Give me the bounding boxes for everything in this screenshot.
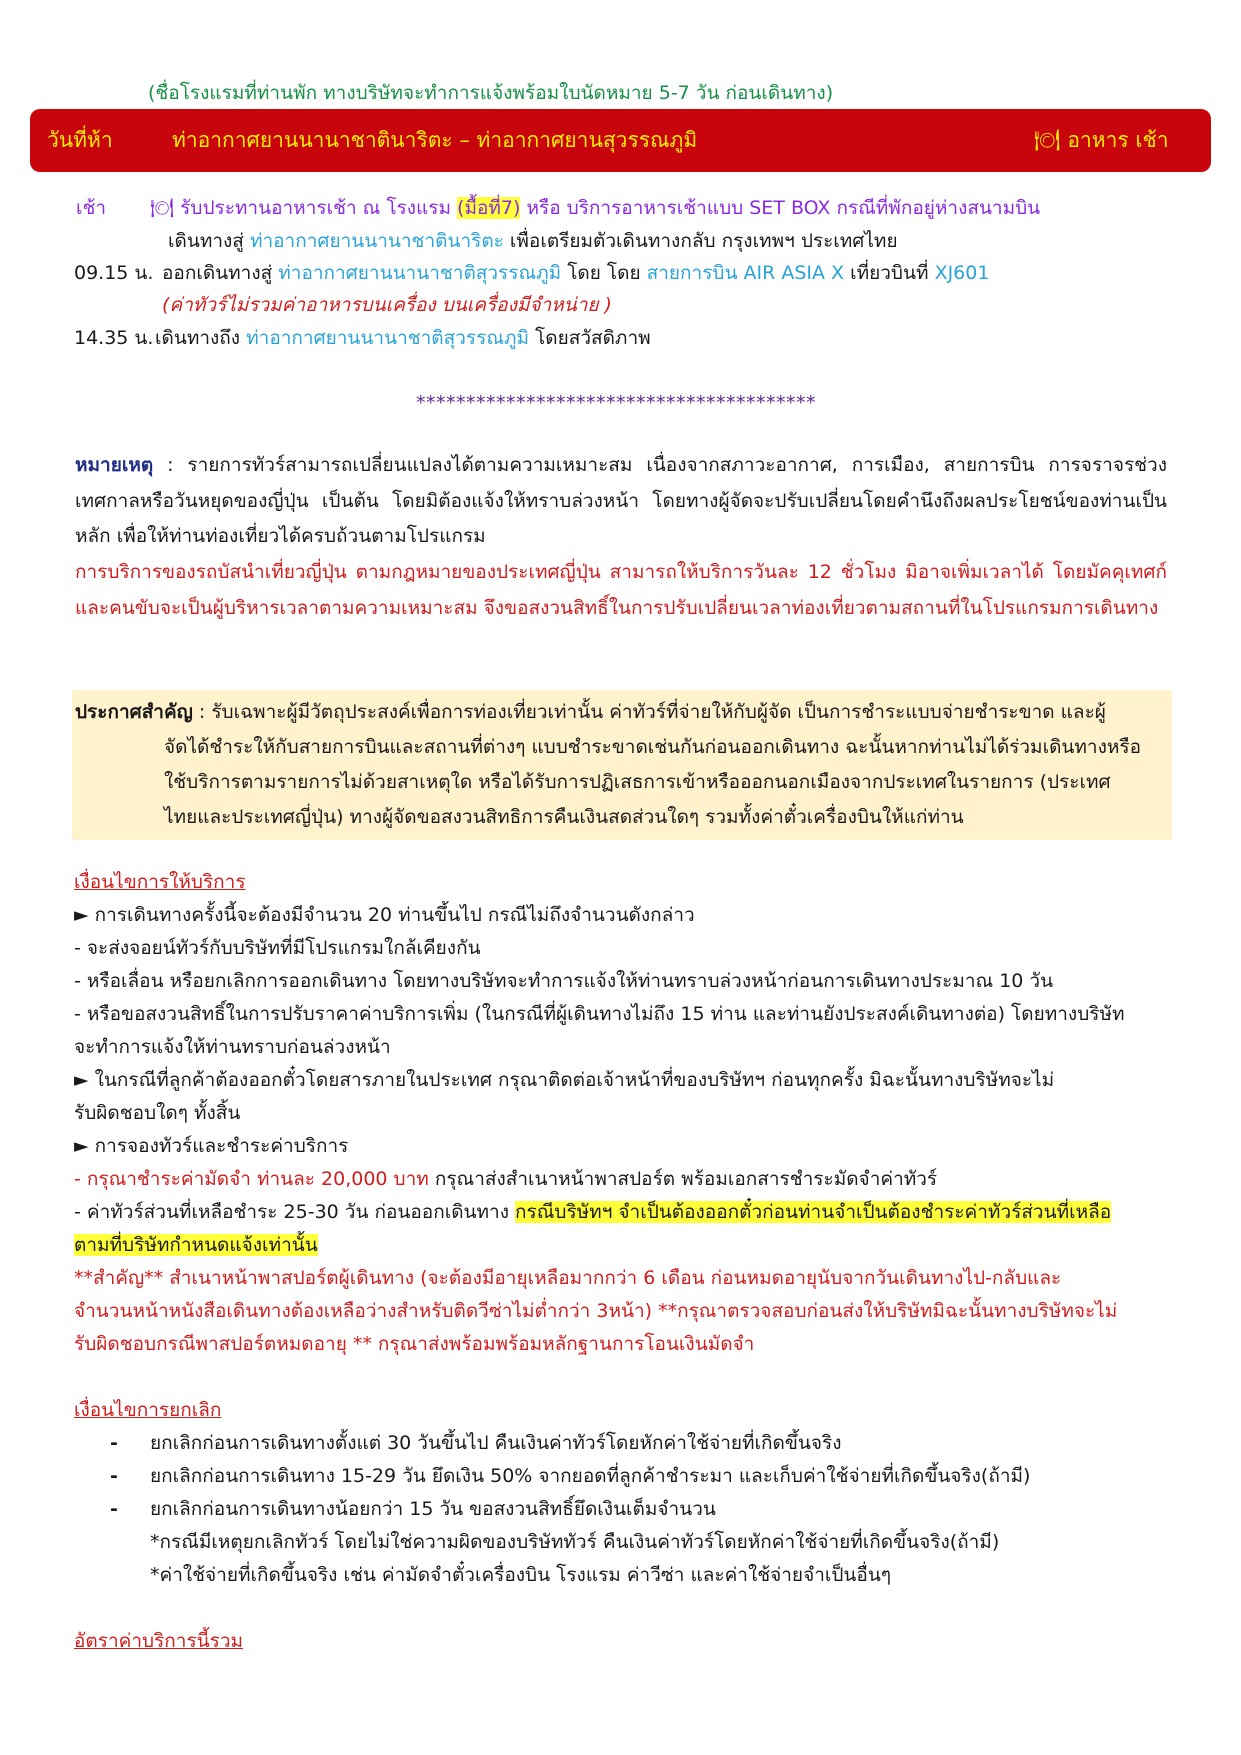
passport-note-3: รับผิดชอบกรณีพาสปอร์ตหมดอายุ ** กรุณาส่งพร้อมพร้อมหลักฐานการโอนเงินมัดจำ — [74, 1333, 755, 1355]
day-route: ท่าอากาศยานนานาชาตินาริตะ – ท่าอากาศยานสุวรรณภูมิ — [172, 128, 698, 152]
notice-line-2: จัดได้ชำระให้กับสายการบินและสถานที่ต่างๆ แบบชำระขาดเช่นกันก่อนออกเดินทาง ฉะนั้นหากท่านไม่ได้ร่วมเดินทางหรือ — [164, 736, 1142, 758]
meal-onboard-note: (ค่าทัวร์ไม่รวมค่าอาหารบนเครื่อง บนเครื่องมีจำหน่าย ) — [162, 294, 612, 316]
plate-icon: 🍽 — [150, 197, 175, 219]
flight-time-1: 09.15 น. — [74, 262, 154, 284]
flight-time-2: 14.35 น. — [74, 327, 154, 349]
cancellation-heading: เงื่อนไขการยกเลิก — [74, 1399, 222, 1421]
balance-pre: - ค่าทัวร์ส่วนที่เหลือชำระ 25-30 วัน ก่อนออกเดินทาง — [74, 1201, 516, 1223]
cancel-text-3: ยกเลิกก่อนการเดินทางน้อยกว่า 15 วัน ขอสงวนสิทธิ์ยึดเงินเต็มจำนวน — [150, 1498, 716, 1520]
cancel-item-2 — [110, 1461, 1030, 1491]
balance-highlight-1: กรณีบริษัทฯ จำเป็นต้องออกตั๋วก่อนท่านจำเป็นต้องชำระค่าทัวร์ส่วนที่เหลือ — [515, 1201, 1112, 1223]
day-label: วันที่ห้า — [47, 128, 113, 152]
passport-note-1: **สำคัญ** สำเนาหน้าพาสปอร์ตผู้เดินทาง (จะต้องมีอายุเหลือมากกว่า 6 เดือน ก่อนหมดอายุนับจากวันเดินทางไป-กลับและ — [74, 1267, 1062, 1289]
bullet-dash: - — [110, 1432, 118, 1454]
condition-item-5b: รับผิดชอบใดๆ ทั้งสิ้น — [74, 1102, 241, 1124]
breakfast-text: รับประทานอาหารเช้า ณ โรงแรม — [180, 197, 451, 219]
arrival-line — [155, 323, 651, 353]
rates-heading: อัตราค่าบริการนี้รวม — [74, 1630, 244, 1652]
conditions-heading: เงื่อนไขการให้บริการ — [74, 871, 246, 893]
suvarnabhumi-airport: ท่าอากาศยานนานาชาติสุวรรณภูมิ — [278, 262, 562, 284]
cancel-text-1: ยกเลิกก่อนการเดินทางตั้งแต่ 30 วันขึ้นไป คืนเงินค่าทัวร์โดยหักค่าใช้จ่ายที่เกิดขึ้นจริง — [150, 1432, 842, 1454]
bullet-dash: - — [110, 1498, 118, 1520]
notice-line-1 — [75, 697, 1106, 727]
balance-line-2 — [74, 1230, 318, 1260]
depart-line — [168, 226, 898, 256]
notice-line-3: ใช้บริการตามรายการไม่ด้วยสาเหตุใด หรือได้รับการปฏิเสธการเข้าหรือออกนอกเมืองจากประเทศในรายการ (ประเทศ — [164, 771, 1111, 793]
arrival-airport: ท่าอากาศยานนานาชาติสุวรรณภูมิ — [246, 327, 529, 349]
deposit-amount: - กรุณาชำระค่ามัดจำ ท่านละ 20,000 บาท — [74, 1168, 429, 1190]
depart-post: เพื่อเตรียมตัวเดินทางกลับ กรุงเทพฯ ประเทศไทย — [509, 230, 898, 252]
morning-label: เช้า — [76, 197, 107, 219]
morning-line — [150, 193, 1040, 223]
narita-airport: ท่าอากาศยานนานาชาตินาริตะ — [249, 230, 504, 252]
flight-pre: ออกเดินทางสู่ — [162, 262, 273, 284]
meal-icon: 🍽 — [1034, 128, 1061, 152]
flight-label: เที่ยวบินที่ — [850, 262, 929, 284]
flight-number: XJ601 — [934, 262, 990, 284]
arrival-pre: เดินทางถึง — [155, 327, 241, 349]
breakfast-alt-text: หรือ บริการอาหารเช้าแบบ SET BOX กรณีที่พักอยู่ห่างสนามบิน — [526, 197, 1041, 219]
cancel-note-1: *กรณีมีเหตุยกเลิกทัวร์ โดยไม่ใช่ความผิดของบริษัททัวร์ คืนเงินค่าทัวร์โดยหักค่าใช้จ่ายที่เกิดขึ้นจริง(ถ้ามี) — [150, 1531, 1000, 1553]
cancel-item-1 — [110, 1428, 841, 1458]
condition-item-3: - หรือเลื่อน หรือยกเลิกการออกเดินทาง โดยทางบริษัทจะทำการแจ้งให้ท่านทราบล่วงหน้าก่อนการเดินทางประมาณ 10 วัน — [74, 970, 1054, 992]
hotel-note: (ชื่อโรงแรมที่ท่านพัก ทางบริษัทจะทำการแจ้งพร้อมใบนัดหมาย 5-7 วัน ก่อนเดินทาง) — [148, 82, 834, 104]
deposit-line — [74, 1164, 937, 1194]
flight-line — [162, 258, 989, 288]
cancel-text-2: ยกเลิกก่อนการเดินทาง 15-29 วัน ยึดเงิน 50% จากยอดที่ลูกค้าชำระมา และเก็บค่าใช้จ่ายที่เกิดขึ้นจริง(ถ้ามี) — [150, 1465, 1031, 1487]
condition-item-4a: - หรือขอสงวนสิทธิ์ในการปรับราคาค่าบริการเพิ่ม (ในกรณีที่ผู้เดินทางไม่ถึง 15 ท่าน และท่านยังประสงค์เดินทางต่อ) โดยทางบริษัท — [74, 1003, 1125, 1025]
condition-item-4b: จะทำการแจ้งให้ท่านทราบก่อนล่วงหน้า — [74, 1036, 391, 1058]
bullet-dash: - — [110, 1465, 118, 1487]
notice-label: ประกาศสำคัญ — [75, 701, 193, 723]
remarks-label: หมายเหตุ — [75, 454, 154, 476]
remarks-paragraph — [75, 448, 1167, 555]
condition-item-5a: ► ในกรณีที่ลูกค้าต้องออกตั๋วโดยสารภายในประเทศ กรุณาติดต่อเจ้าหน้าที่ของบริษัทฯ ก่อนทุกครั้ง มิฉะนั้นทางบริษัทจะไม่ — [74, 1069, 1055, 1091]
airline-name: สายการบิน AIR ASIA X — [646, 262, 845, 284]
balance-highlight-2: ตามที่บริษัทกำหนดแจ้งเท่านั้น — [74, 1234, 318, 1256]
deposit-docs: กรุณาส่งสำเนาหน้าพาสปอร์ต พร้อมเอกสารชำระมัดจำค่าทัวร์ — [428, 1168, 938, 1190]
bus-rule-paragraph: การบริการของรถบัสนำเที่ยวญี่ปุ่น ตามกฎหมายของประเทศญี่ปุ่น สามารถให้บริการวันละ 12 ชั่วโมง มิอาจเพิ่มเวลาได้ โดยมัคคุเทศก์และคนขับจะเป็นผู้บริหารเวลาตามความเหมาะสม จึงขอสงวนสิทธิ์ในการปรับเปลี่ยนเวลาท่องเที่ยวตามสถานที่ในโปรแกรมการเดินทาง — [75, 561, 1167, 619]
meal-label: อาหาร เช้า — [1067, 128, 1169, 152]
condition-item-1: ► การเดินทางครั้งนี้จะต้องมีจำนวน 20 ท่านขึ้นไป กรณีไม่ถึงจำนวนดังกล่าว — [74, 904, 695, 926]
notice-line-4: ไทยและประเทศญี่ปุ่น) ทางผู้จัดขอสงวนสิทธิการคืนเงินสดส่วนใดๆ รวมทั้งค่าตั๋วเครื่องบินให้แก่ท่าน — [164, 806, 964, 828]
flight-mid: โดย โดย — [567, 262, 641, 284]
condition-item-2: - จะส่งจอยน์ทัวร์กับบริษัทที่มีโปรแกรมใกล้เคียงกัน — [74, 937, 481, 959]
arrival-post: โดยสวัสดิภาพ — [535, 327, 651, 349]
balance-line — [74, 1197, 1111, 1227]
passport-note-2: จำนวนหน้าหนังสือเดินทางต้องเหลือว่างสำหรับติดวีซ่าไม่ต่ำกว่า 3หน้า) **กรุณาตรวจสอบก่อนส่งให้บริษัทมิฉะนั้นทางบริษัทจะไม่ — [74, 1300, 1118, 1322]
meal-number: (มื้อที่7) — [457, 197, 521, 219]
condition-item-6: ► การจองทัวร์และชำระค่าบริการ — [74, 1135, 349, 1157]
depart-pre: เดินทางสู่ — [168, 230, 244, 252]
remarks-body: : รายการทัวร์สามารถเปลี่ยนแปลงได้ตามความเหมาะสม เนื่องจากสภาวะอากาศ, การเมือง, สายการบิน การจราจรช่วงเทศกาลหรือวันหยุดของญี่ปุ่น เป็นต้น โดยมิต้องแจ้งให้ทราบล่วงหน้า โดยทางผู้จัดจะปรับเปลี่ยนโดยคำนึงถึงผลประโยชน์ของท่านเป็นหลัก เพื่อให้ท่านท่องเที่ยวได้ครบถ้วนตามโปรแกรม — [75, 454, 1167, 547]
cancel-item-3 — [110, 1494, 716, 1524]
separator-stars: **************************************** — [416, 392, 816, 414]
cancel-note-2: *ค่าใช้จ่ายที่เกิดขึ้นจริง เช่น ค่ามัดจำตั๋วเครื่องบิน โรงแรม ค่าวีซ่า และค่าใช้จ่ายจำเป็นอื่นๆ — [150, 1564, 892, 1586]
notice-text-1: : รับเฉพาะผู้มีวัตถุประสงค์เพื่อการท่องเที่ยวเท่านั้น ค่าทัวร์ที่จ่ายให้กับผู้จัด เป็นการชำระแบบจ่ายชำระขาด และผู้ — [192, 701, 1106, 723]
day-meals — [1034, 124, 1169, 157]
